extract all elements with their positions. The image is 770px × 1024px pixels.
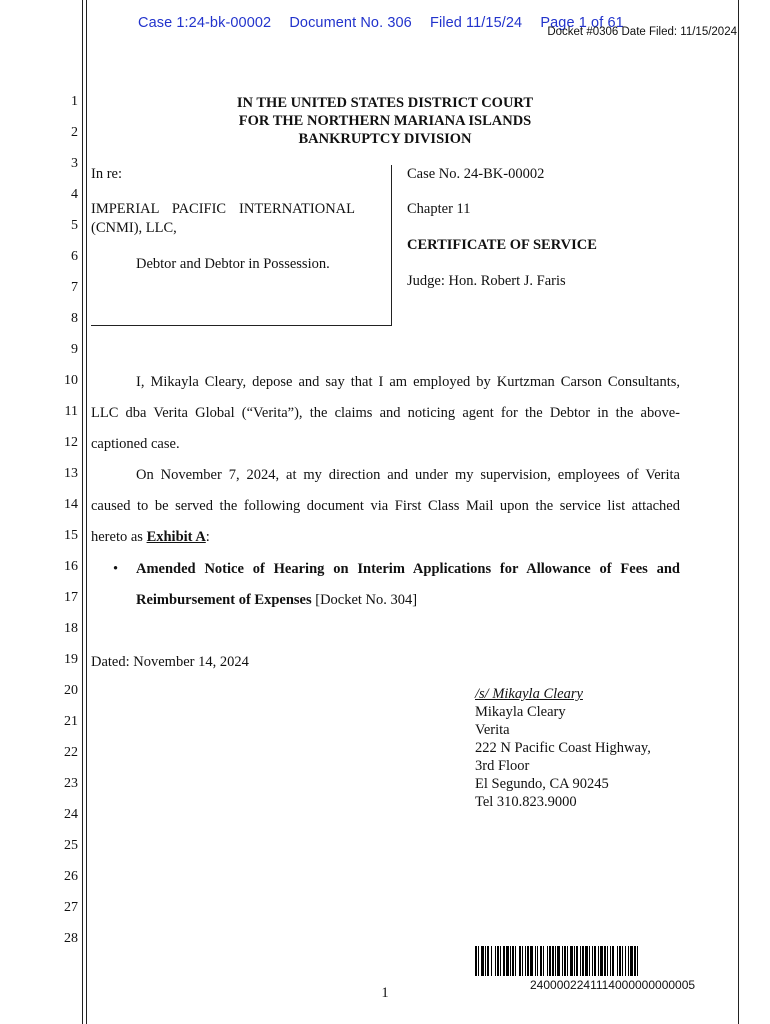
court-heading-line: IN THE UNITED STATES DISTRICT COURT [236,95,534,111]
line-number: 27 [64,900,78,915]
text: [Docket No. 304] [311,592,418,608]
text: Amended Notice of Hearing on Interim Applications for Allowance of Fees and [136,561,680,577]
stamp-page: Page 1 of 61 [540,15,624,31]
barcode-stripe [637,946,638,976]
line-number: 13 [64,466,78,481]
paragraph-2-line-3 [91,529,680,546]
line-number: 9 [71,342,78,357]
line-number: 16 [64,559,78,574]
right-margin-rule [738,0,739,1024]
line-number: 11 [64,404,78,419]
court-heading-line: FOR THE NORTHERN MARIANA ISLANDS [238,113,532,129]
bullet-line-2 [136,592,725,609]
line-number: 7 [71,280,78,295]
text: LLC dba Verita Global (“Verita”), the claims and noticing agent for the Debtor in the above- [91,405,680,421]
line-number: 10 [64,373,78,388]
line-number: 3 [71,156,78,171]
debtor-name: IMPERIAL PACIFIC INTERNATIONAL [91,201,355,217]
line-number: 25 [64,838,78,853]
line-number: 4 [71,187,78,202]
signer-address-1: 222 N Pacific Coast Highway, [475,740,651,756]
line-number: 5 [71,218,78,233]
bullet-icon: • [113,561,119,577]
line-number: 14 [64,497,78,512]
case-number: Case No. 24-BK-00002 [407,166,545,182]
left-margin-rule-inner [86,0,87,1024]
paragraph-1-line-1 [136,374,680,391]
paragraph-2-line-2 [91,498,680,515]
caption-divider-horizontal [91,325,392,326]
text: I, Mikayla Cleary, depose and say that I am employed by Kurtzman Carson Consultants, [136,374,680,390]
line-number: 6 [71,249,78,264]
signer-address-2: 3rd Floor [475,758,530,774]
line-number: 26 [64,869,78,884]
electronic-signature: /s/ Mikayla Cleary [475,686,583,702]
signer-company: Verita [475,722,510,738]
stamp-filed: Filed 11/15/24 [429,15,523,31]
line-number: 23 [64,776,78,791]
caption-in-re: In re: [91,166,122,182]
caption-debtor-line1 [91,201,355,218]
text: : [205,529,210,545]
caption-debtor-line2: (CNMI), LLC, [91,220,177,236]
text: On November 7, 2024, at my direction and under my supervision, employees of Verita [136,467,680,483]
court-heading [170,94,600,148]
paragraph-1-line-3: captioned case. [91,436,180,452]
exhibit-a-reference: Exhibit A [146,529,206,545]
line-number: 28 [64,931,78,946]
line-number: 2 [71,125,78,140]
left-margin-rule-outer [82,0,83,1024]
barcode-image [475,946,737,976]
text: caused to be served the following document via First Class Mail upon the service list attached [91,498,680,514]
docket-label: Docket #0306 Date Filed: 11/15/2024 [547,26,737,38]
signature-block [475,685,651,811]
dated-line: Dated: November 14, 2024 [91,654,249,670]
stamp-case: Case 1:24-bk-00002 [138,15,272,31]
line-number: 12 [64,435,78,450]
line-number: 1 [71,94,78,109]
text: hereto as [91,529,147,545]
line-number: 19 [64,652,78,667]
line-number: 17 [64,590,78,605]
bullet-line-1 [136,561,680,578]
line-number: 21 [64,714,78,729]
barcode-number: 2400002241114000000000005 [530,978,696,992]
signer-telephone: Tel 310.823.9000 [475,794,577,810]
chapter: Chapter 11 [407,201,471,217]
line-number: 22 [64,745,78,760]
paragraph-2-line-1 [136,467,680,484]
text: Reimbursement of Expenses [136,592,312,608]
line-number: 8 [71,311,78,326]
line-number: 18 [64,621,78,636]
caption-divider-vertical [391,165,392,326]
signer-address-3: El Segundo, CA 90245 [475,776,609,792]
page-number: 1 [381,985,389,1001]
document-title: CERTIFICATE OF SERVICE [407,237,597,253]
stamp-document: Document No. 306 [289,15,412,31]
line-number: 20 [64,683,78,698]
paragraph-1-line-2 [91,405,680,422]
signer-name: Mikayla Cleary [475,704,566,720]
court-heading-line: BANKRUPTCY DIVISION [298,131,472,147]
caption-debtor-desc: Debtor and Debtor in Possession. [136,256,330,272]
line-number: 15 [64,528,78,543]
judge: Judge: Hon. Robert J. Faris [407,273,566,289]
line-number: 24 [64,807,78,822]
